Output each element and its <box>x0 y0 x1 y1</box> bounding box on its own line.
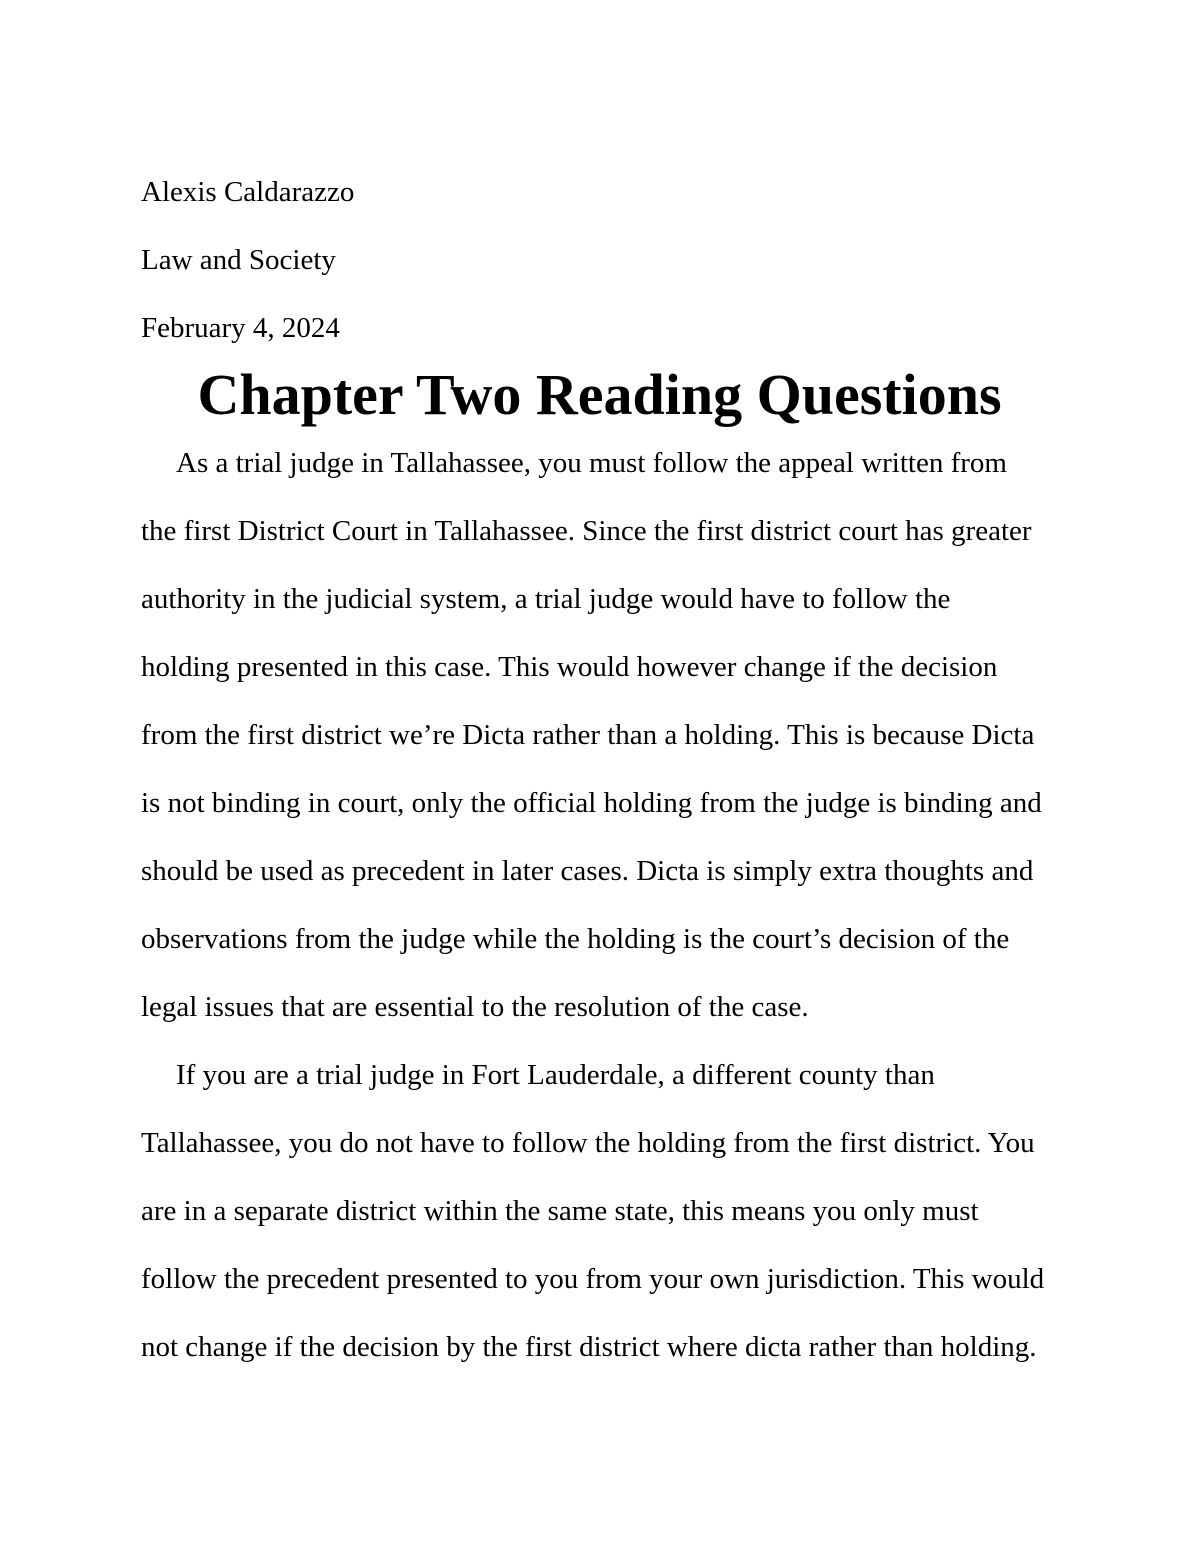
author-name: Alexis Caldarazzo <box>141 176 355 208</box>
document-title: Chapter Two Reading Questions <box>197 362 1002 427</box>
paragraph-line: follow the precedent presented to you from your own jurisdiction. This would <box>141 1263 1045 1295</box>
paragraph-1 <box>141 446 1081 1058</box>
paragraph-line: Tallahassee, you do not have to follow the holding from the first district. You <box>141 1127 1035 1159</box>
paragraph-line: not change if the decision by the first district where dicta rather than holding. <box>141 1331 1037 1363</box>
paragraph-line: As a trial judge in Tallahassee, you must follow the appeal written from <box>176 447 1007 479</box>
paragraph-line: from the first district we’re Dicta rather than a holding. This is because Dicta <box>141 719 1035 751</box>
paragraph-line: authority in the judicial system, a trial judge would have to follow the <box>141 583 951 615</box>
paragraph-line: should be used as precedent in later cases. Dicta is simply extra thoughts and <box>141 855 1034 887</box>
paragraph-line: legal issues that are essential to the resolution of the case. <box>141 991 809 1023</box>
paragraph-2 <box>141 1058 1081 1398</box>
paragraph-line: If you are a trial judge in Fort Lauderdale, a different county than <box>176 1059 935 1091</box>
paragraph-line: the first District Court in Tallahassee. Since the first district court has greater <box>141 515 1032 547</box>
course-name: Law and Society <box>141 244 336 276</box>
paragraph-line: observations from the judge while the holding is the court’s decision of the <box>141 923 1010 955</box>
paragraph-line: is not binding in court, only the official holding from the judge is binding and <box>141 787 1042 819</box>
paragraph-line: are in a separate district within the same state, this means you only must <box>141 1195 979 1227</box>
document-date: February 4, 2024 <box>141 312 340 344</box>
paragraph-line: holding presented in this case. This would however change if the decision <box>141 651 998 683</box>
